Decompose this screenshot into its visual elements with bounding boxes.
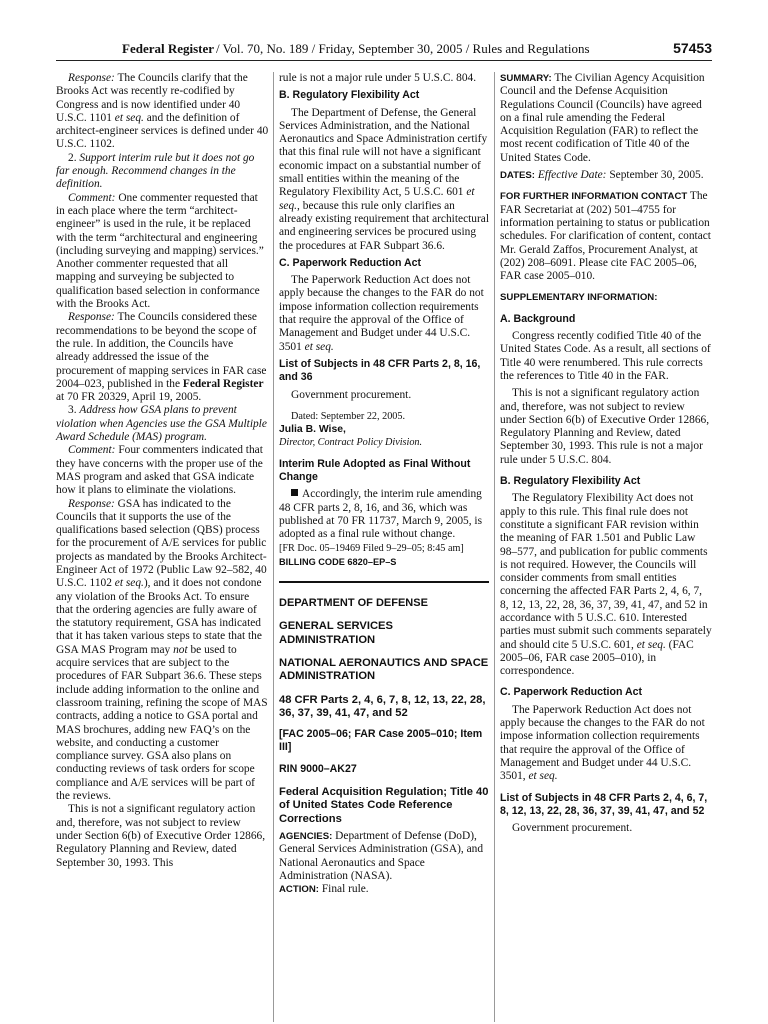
column-divider xyxy=(494,72,495,1022)
section-heading: B. Regulatory Flexibility Act xyxy=(500,475,641,488)
list-of-subjects-heading: List of Subjects in 48 CFR Parts 2, 4, 6, 7, 8, 12, 13, 22, 28, 36, 37, 39, 41, 47, and 52 xyxy=(500,791,708,817)
section-heading: Interim Rule Adopted as Final Without Change xyxy=(279,457,471,484)
paragraph: 2. Support interim rule but it does not go far enough. Recommend changes in the definition. xyxy=(56,151,255,191)
agencies-paragraph: AGENCIES: Department of Defense (DoD), General Services Administration (GSA), and National Aeronautics and Space Administration (NASA). xyxy=(279,829,484,882)
section-heading: B. Regulatory Flexibility Act xyxy=(279,89,420,102)
paragraph: The Department of Defense, the General Services Administration, and the National Aeronautics and Space Administration certify that this final rule will not have a significant economic impact on a substantial number of small entities within the meaning of the Regulatory Flexibility Act, 5 U.S.C. 601 et seq., because this rule only clarifies an already existing requirement that architectural and engineering services be procured using the procedures at FAR Subpart 36.6. xyxy=(279,106,489,252)
contact-paragraph: FOR FURTHER INFORMATION CONTACT The FAR Secretariat at (202) 501–4755 for information pertaining to status or publication schedules. For clarification of content, contact Mr. Gerald Zaffos, Procurement Analyst, at (202) 208–6091. Please cite FAC 2005–06, FAR case 2005–010. xyxy=(500,190,711,283)
section-heading: C. Paperwork Reduction Act xyxy=(500,686,643,699)
summary-paragraph: SUMMARY: The Civilian Agency Acquisition Council and the Defense Acquisition Regulations Council (Councils) have agreed on a final rule amending the Federal Acquisition Regulation (FAR) to reflect the most recent codification of Title 40 of the United States Code. xyxy=(500,72,705,164)
header-rule xyxy=(56,60,712,61)
paragraph: Accordingly, the interim rule amending 48 CFR parts 2, 8, 16, and 36, which was published at 70 FR 11737, March 9, 2005, is adopted as a final rule without change. xyxy=(279,488,483,541)
subject-term: Government procurement. xyxy=(512,822,633,835)
fr-doc-line: [FR Doc. 05–19469 Filed 9–29–05; 8:45 am] xyxy=(279,542,464,554)
agency-nasa: NATIONAL AERONAUTICS AND SPACE ADMINISTRATION xyxy=(279,656,489,683)
square-bullet-icon xyxy=(291,489,298,496)
paragraph: The Paperwork Reduction Act does not apply because the changes to the FAR do not impose information collection requirements that require the approval of the Office of Management and Budget under 44 U.S.C. 3501 et seq. xyxy=(279,274,484,353)
cfr-parts: 48 CFR Parts 2, 4, 6, 7, 8, 12, 13, 22, 28, 36, 37, 39, 41, 47, and 52 xyxy=(279,693,486,719)
document-separator xyxy=(279,581,489,583)
rule-title: Federal Acquisition Regulation; Title 40 of United States Code Reference Corrections xyxy=(279,786,489,825)
section-heading: A. Background xyxy=(500,312,576,325)
list-of-subjects-heading: List of Subjects in 48 CFR Parts 2, 8, 16, and 36 xyxy=(279,357,481,384)
fac-number: [FAC 2005–06; FAR Case 2005–010; Item III] xyxy=(279,728,483,754)
dated-line: Dated: September 22, 2005. xyxy=(291,410,406,422)
agency-gsa: GENERAL SERVICES ADMINISTRATION xyxy=(279,620,393,646)
paragraph: The Paperwork Reduction Act does not apply because the changes to the FAR do not impose information collection requirements that require the approval of the Office of Management and Budget under 44 U.S.C. 3501, et seq. xyxy=(500,703,705,783)
column-2 xyxy=(279,72,489,896)
column-divider xyxy=(273,72,274,1022)
signer-title: Director, Contract Policy Division. xyxy=(279,437,423,449)
rin-number: RIN 9000–AK27 xyxy=(279,762,357,775)
paragraph: Comment: Four commenters indicated that they have concerns with the proper use of the MAS program and asked that GSA indicate how it plans to eliminate the violations. xyxy=(56,444,263,497)
paragraph: Response: GSA has indicated to the Councils that it supports the use of the qualifications based selection (QBS) process for the procurement of A/E services for public projects as mandated by the Brooks Architect-Engineer Act of 1972 (Public Law 92–582, 40 U.S.C. 1102 et seq.), and it does not condone any violation of the Brooks Act. To ensure that the ordering agencies are fully aware of the statutory requirement, GSA has indicated that it has taken various steps to state that the GSA MAS Program may not be used to acquire services that are subject to the procedures of FAR Subpart 36.6. These steps include adding information to the online and classroom training, refining the scope of MAS contracts, adding a notice to GSA portal and MAS brochures, adding new FAQ’s on the website, and conducting a customer compliance survey. GSA also plans on conducting reviews of task orders for scope compliance and A/E services will be part of the reviews. xyxy=(56,497,268,803)
publication-name: Federal Register xyxy=(122,41,215,56)
signer-name: Julia B. Wise, xyxy=(279,424,346,436)
issue-details: / Vol. 70, No. 189 / Friday, September 30, 2005 / Rules and Regulations xyxy=(216,41,590,56)
paragraph: Response: The Councils clarify that the Brooks Act was recently re-codified by Congress and is now identified under 40 U.S.C. 1101 et seq. and the definition of architect-engineer services is defined under 40 U.S.C. 1102. xyxy=(56,72,269,151)
page-header xyxy=(56,40,712,60)
billing-code: BILLING CODE 6820–EP–S xyxy=(279,556,397,567)
page-number: 57453 xyxy=(673,40,712,56)
column-3 xyxy=(500,72,712,835)
column-1 xyxy=(56,72,269,870)
subject-term: Government procurement. xyxy=(291,388,412,401)
dates-paragraph: DATES: Effective Date: September 30, 2005. xyxy=(500,169,704,182)
paragraph: This is not a significant regulatory action and, therefore, was not subject to review under Section 6(b) of Executive Order 12866, Regulatory Planning and Review, dated September 30, 1993. This rule is not a major rule under 5 U.S.C. 804. xyxy=(500,387,710,466)
paragraph: 3. Address how GSA plans to prevent violation when Agencies use the GSA Multiple Award Schedule (MAS) program. xyxy=(56,404,267,444)
action-paragraph: ACTION: Final rule. xyxy=(279,883,369,896)
section-heading: C. Paperwork Reduction Act xyxy=(279,256,422,269)
paragraph: Response: The Councils considered these recommendations to be beyond the scope of the rule. In addition, the Councils have already addressed the issue of the procurement of mapping services in FAR case 2004–023, published in the Federal Register at 70 FR 20329, April 19, 2005. xyxy=(56,311,267,404)
paragraph: Comment: One commenter requested that in each place where the term “architect-engineer” is used in the rule, it be replaced with the term “architectural and engineering (including surveying and mapping) services.” Another commenter requested that all mapping and surveying be subjected to qualification based selection in conformance with the Brooks Act. xyxy=(56,191,264,311)
paragraph: Congress recently codified Title 40 of the United States Code. As a result, all sections of Title 40 were renumbered. This rule corrects the references to Title 40 in the FAR. xyxy=(500,330,711,382)
agency-department: DEPARTMENT OF DEFENSE xyxy=(279,597,428,610)
paragraph: rule is not a major rule under 5 U.S.C. 804. xyxy=(279,72,477,84)
paragraph: The Regulatory Flexibility Act does not apply to this rule. This final rule does not constitute a significant FAR revision within the meaning of FAR 1.501 and Public Law 98–577, and publication for public comments is not required. However, the Councils will consider comments from small entities concerning the affected FAR Parts 2, 4, 6, 7, 8, 12, 13, 22, 28, 36, 37, 39, 41, 47, and 52 in accordance with 5 U.S.C. 610. Interested parties must submit such comments separately and should cite 5 U.S.C. 601, et seq. (FAC 2005–06, FAR case 2005–010), in correspondence. xyxy=(500,492,712,678)
supplementary-heading: SUPPLEMENTARY INFORMATION: xyxy=(500,292,658,304)
paragraph: This is not a significant regulatory action and, therefore, was not subject to review under Section 6(b) of Executive Order 12866, Regulatory Planning and Review, dated September 30, 1993. This xyxy=(56,803,266,869)
